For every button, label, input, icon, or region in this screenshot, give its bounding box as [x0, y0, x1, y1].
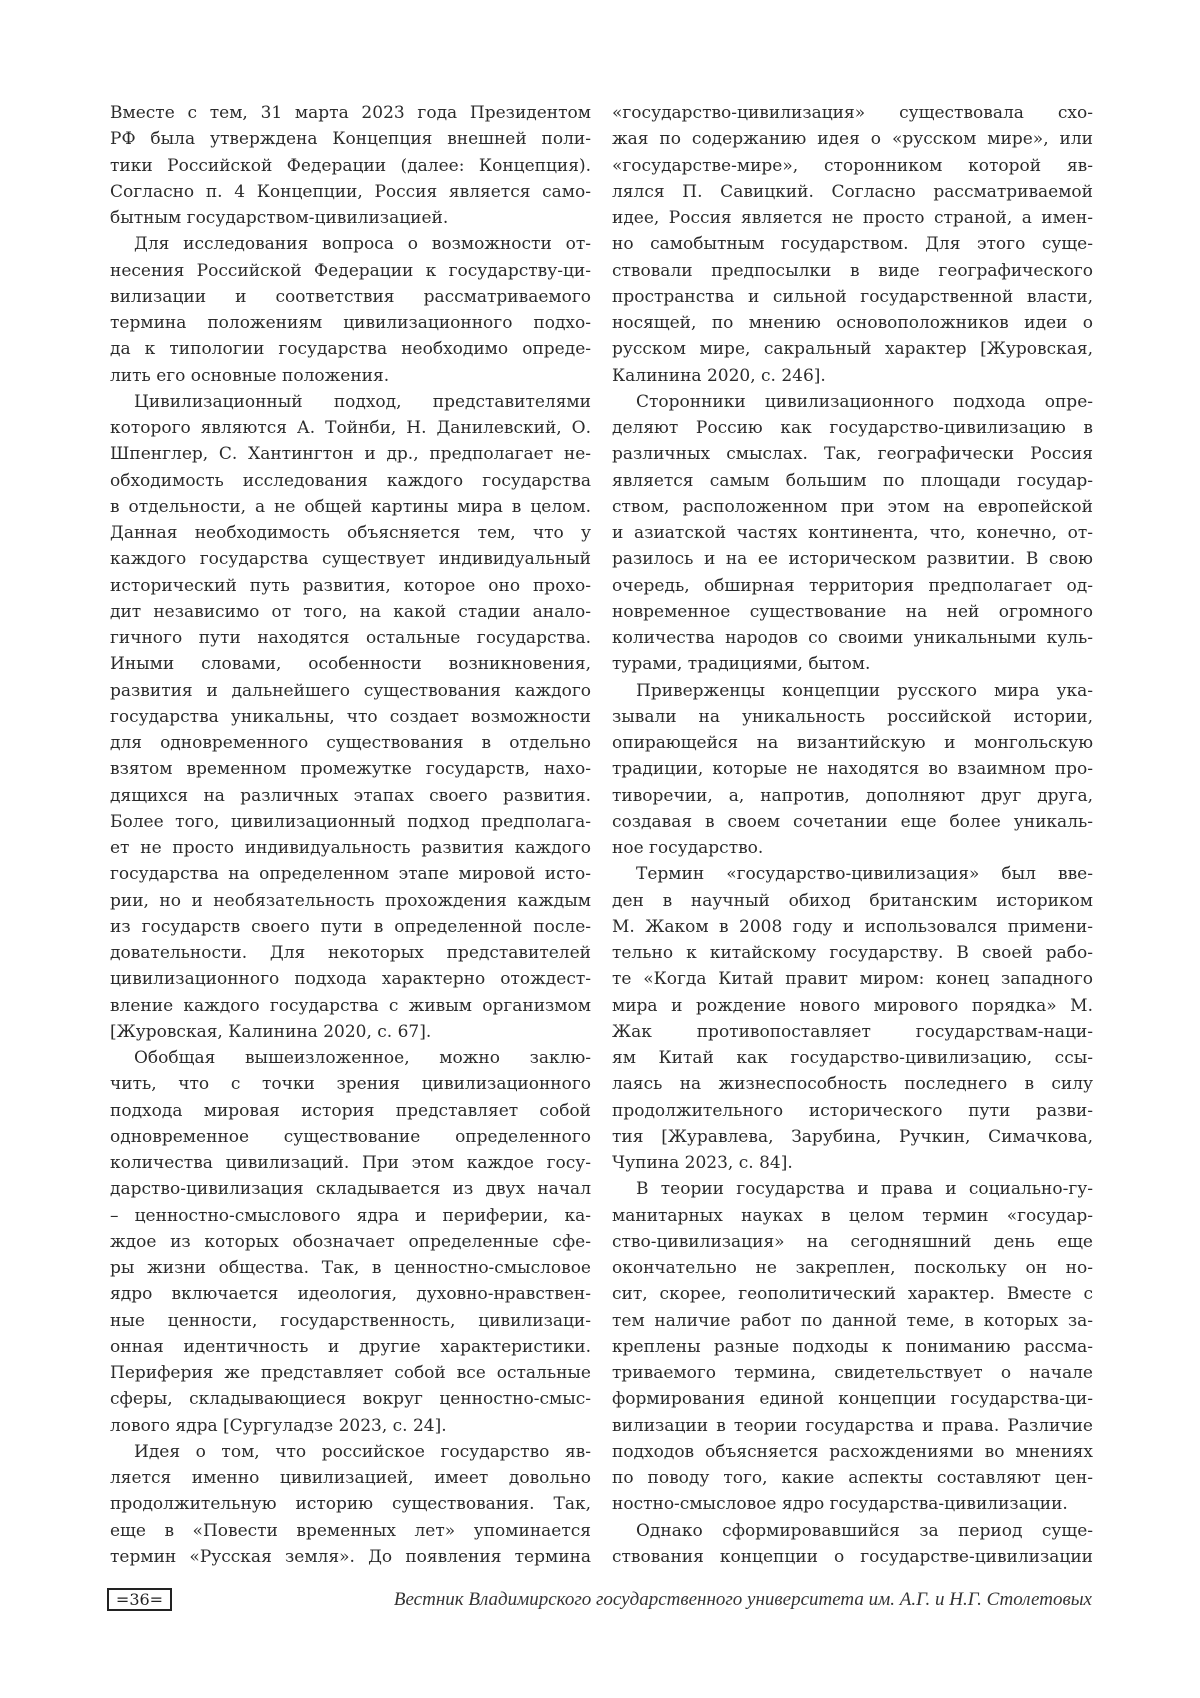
text-line: Чупина 2023, с. 84]. — [612, 1150, 1093, 1176]
text-line: ждое из которых обозначает определенные сфе- — [110, 1229, 591, 1255]
text-line: Для исследования вопроса о возможности от- — [110, 231, 591, 257]
text-line: жая по содержанию идея о «русском мире», или — [612, 126, 1093, 152]
text-line: является самым большим по площади государ- — [612, 468, 1093, 494]
text-line: термина положениям цивилизационного подхо- — [110, 310, 591, 336]
text-line: сферы, складывающиеся вокруг ценностно-смыс- — [110, 1386, 591, 1412]
paragraph — [612, 100, 1093, 389]
text-line: Периферия же представляет собой все остальные — [110, 1360, 591, 1386]
paragraph — [110, 389, 591, 1045]
text-line: ден в научный обиход британским историком — [612, 888, 1093, 914]
text-line: тельно к китайскому государству. В своей рабо- — [612, 940, 1093, 966]
text-line: Идея о том, что российское государство яв- — [110, 1439, 591, 1465]
text-line: продолжительную историю существования. Так, — [110, 1491, 591, 1517]
text-line: подходов объясняется расхождениями во мнениях — [612, 1439, 1093, 1465]
text-line: тиворечии, а, напротив, дополняют друг друга, — [612, 783, 1093, 809]
running-footer-journal-title: Вестник Владимирского государственного университета им. А.Г. и Н.Г. Столетовых — [394, 1589, 1092, 1611]
text-line: Термин «государство-цивилизация» был вве- — [612, 861, 1093, 887]
text-line: Сторонники цивилизационного подхода опре- — [612, 389, 1093, 415]
paragraph — [110, 1439, 591, 1570]
text-line: сит, скорее, геополитический характер. Вместе с — [612, 1281, 1093, 1307]
text-line: бытным государством-цивилизацией. — [110, 205, 591, 231]
text-line: да к типологии государства необходимо опреде- — [110, 336, 591, 362]
text-line: Более того, цивилизационный подход предполага- — [110, 809, 591, 835]
text-line: ям Китай как государство-цивилизацию, ссы- — [612, 1045, 1093, 1071]
text-line: еще в «Повести временных лет» упоминается — [110, 1518, 591, 1544]
text-line: тики Российской Федерации (далее: Концепция). — [110, 153, 591, 179]
text-line: опирающейся на византийскую и монгольскую — [612, 730, 1093, 756]
text-line: формирования единой концепции государства-ци- — [612, 1386, 1093, 1412]
text-line: деляют Россию как государство-цивилизацию в — [612, 415, 1093, 441]
text-line: обходимость исследования каждого государства — [110, 468, 591, 494]
text-line: тия [Журавлева, Зарубина, Ручкин, Симачкова, — [612, 1124, 1093, 1150]
text-line: но самобытным государством. Для этого суще- — [612, 231, 1093, 257]
text-line: очередь, обширная территория предполагает од- — [612, 573, 1093, 599]
text-line: рии, но и необязательность прохождения каждым — [110, 888, 591, 914]
text-line: которого являются А. Тойнби, Н. Данилевский, О. — [110, 415, 591, 441]
text-line: лялся П. Савицкий. Согласно рассматриваемой — [612, 179, 1093, 205]
text-line: развития и дальнейшего существования каждого — [110, 678, 591, 704]
text-line: «государстве-мире», сторонником которой яв- — [612, 153, 1093, 179]
paragraph — [612, 861, 1093, 1176]
text-line: М. Жаком в 2008 году и использовался примени- — [612, 914, 1093, 940]
text-line: Вместе с тем, 31 марта 2023 года Президентом — [110, 100, 591, 126]
text-line: по поводу того, какие аспекты составляют цен- — [612, 1465, 1093, 1491]
text-line: креплены разные подходы к пониманию рассма- — [612, 1334, 1093, 1360]
text-line: ствовали предпосылки в виде географического — [612, 258, 1093, 284]
text-line: исторический путь развития, которое оно прохо- — [110, 573, 591, 599]
text-line: дарство-цивилизация складывается из двух начал — [110, 1176, 591, 1202]
paragraph — [612, 389, 1093, 678]
text-line: дит независимо от того, на какой стадии анало- — [110, 599, 591, 625]
text-line: количества народов со своими уникальными куль- — [612, 625, 1093, 651]
text-line: вилизации и соответствия рассматриваемого — [110, 284, 591, 310]
text-line: цивилизационного подхода характерно отождест- — [110, 966, 591, 992]
text-line: создавая в своем сочетании еще более уникаль- — [612, 809, 1093, 835]
text-line: новременное существование на ней огромного — [612, 599, 1093, 625]
text-line: термин «Русская земля». До появления термина — [110, 1544, 591, 1570]
text-column-right — [612, 100, 1093, 1570]
text-line: вление каждого государства с живым организмом — [110, 993, 591, 1019]
text-line: идее, Россия является не просто страной, а имен- — [612, 205, 1093, 231]
text-line: ные ценности, государственность, цивилизаци- — [110, 1308, 591, 1334]
text-line: пространства и сильной государственной власти, — [612, 284, 1093, 310]
text-line: «государство-цивилизация» существовала схо- — [612, 100, 1093, 126]
page-number: =36= — [107, 1588, 172, 1611]
text-line: тем наличие работ по данной теме, в которых за- — [612, 1308, 1093, 1334]
text-line: ядро включается идеология, духовно-нравствен- — [110, 1281, 591, 1307]
text-line: Приверженцы концепции русского мира ука- — [612, 678, 1093, 704]
text-column-left — [110, 100, 591, 1570]
text-line: [Журовская, Калинина 2020, с. 67]. — [110, 1019, 591, 1045]
text-line: Жак противопоставляет государствам-наци- — [612, 1019, 1093, 1045]
paragraph — [110, 100, 591, 231]
paragraph — [612, 1518, 1093, 1571]
text-line: ры жизни общества. Так, в ценностно-смысловое — [110, 1255, 591, 1281]
paragraph — [612, 678, 1093, 862]
text-line: лить его основные положения. — [110, 363, 591, 389]
text-line: ством, расположенном при этом на европейской — [612, 494, 1093, 520]
text-line: одновременное существование определенного — [110, 1124, 591, 1150]
text-line: онная идентичность и другие характеристики. — [110, 1334, 591, 1360]
text-line: триваемого термина, свидетельствует о начале — [612, 1360, 1093, 1386]
text-line: гичного пути находятся остальные государства. — [110, 625, 591, 651]
text-line: мира и рождение нового мирового порядка» М. — [612, 993, 1093, 1019]
text-line: для одновременного существования в отдельно — [110, 730, 591, 756]
text-line: взятом временном промежутке государств, нахо- — [110, 756, 591, 782]
text-line: те «Когда Китай правит миром: конец западного — [612, 966, 1093, 992]
text-line: носящей, по мнению основоположников идеи о — [612, 310, 1093, 336]
text-line: зывали на уникальность российской истории, — [612, 704, 1093, 730]
text-line: Цивилизационный подход, представителями — [110, 389, 591, 415]
text-line: различных смыслах. Так, географически Россия — [612, 441, 1093, 467]
text-line: Шпенглер, С. Хантингтон и др., предполагает не- — [110, 441, 591, 467]
text-line: ностно-смысловое ядро государства-цивилизации. — [612, 1491, 1093, 1517]
text-line: Обобщая вышеизложенное, можно заклю- — [110, 1045, 591, 1071]
text-line: Данная необходимость объясняется тем, что у — [110, 520, 591, 546]
text-line: В теории государства и права и социально-гу- — [612, 1176, 1093, 1202]
text-line: ет не просто индивидуальность развития каждого — [110, 835, 591, 861]
text-line: продолжительного исторического пути разви- — [612, 1098, 1093, 1124]
text-line: турами, традициями, бытом. — [612, 651, 1093, 677]
paragraph — [110, 1045, 591, 1439]
text-line: ство-цивилизация» на сегодняшний день еще — [612, 1229, 1093, 1255]
text-line: – ценностно-смыслового ядра и периферии, ка- — [110, 1203, 591, 1229]
text-line: окончательно не закреплен, поскольку он но- — [612, 1255, 1093, 1281]
text-line: и азиатской частях континента, что, конечно, от- — [612, 520, 1093, 546]
text-line: лового ядра [Сургуладзе 2023, с. 24]. — [110, 1413, 591, 1439]
text-line: довательности. Для некоторых представителей — [110, 940, 591, 966]
text-line: Иными словами, особенности возникновения, — [110, 651, 591, 677]
text-line: государства уникальны, что создает возможности — [110, 704, 591, 730]
text-line: традиции, которые не находятся во взаимном про- — [612, 756, 1093, 782]
text-line: ное государство. — [612, 835, 1093, 861]
text-line: подхода мировая история представляет собой — [110, 1098, 591, 1124]
text-line: ствования концепции о государстве-цивилизации — [612, 1544, 1093, 1570]
text-line: манитарных науках в целом термин «государ- — [612, 1203, 1093, 1229]
text-line: из государств своего пути в определенной после- — [110, 914, 591, 940]
text-line: количества цивилизаций. При этом каждое госу- — [110, 1150, 591, 1176]
text-line: в отдельности, а не общей картины мира в целом. — [110, 494, 591, 520]
text-line: Согласно п. 4 Концепции, Россия является само- — [110, 179, 591, 205]
text-line: Однако сформировавшийся за период суще- — [612, 1518, 1093, 1544]
text-line: дящихся на различных этапах своего развития. — [110, 783, 591, 809]
text-line: русском мире, сакральный характер [Журовская, — [612, 336, 1093, 362]
text-line: несения Российской Федерации к государству-ци- — [110, 258, 591, 284]
text-line: РФ была утверждена Концепция внешней поли- — [110, 126, 591, 152]
text-line: вилизации в теории государства и права. Различие — [612, 1413, 1093, 1439]
paragraph — [110, 231, 591, 389]
text-line: ляется именно цивилизацией, имеет довольно — [110, 1465, 591, 1491]
text-line: каждого государства существует индивидуальный — [110, 546, 591, 572]
paragraph — [612, 1176, 1093, 1517]
text-line: государства на определенном этапе мировой исто- — [110, 861, 591, 887]
text-line: чить, что с точки зрения цивилизационного — [110, 1071, 591, 1097]
text-line: лаясь на жизнеспособность последнего в силу — [612, 1071, 1093, 1097]
text-line: разилось и на ее историческом развитии. В свою — [612, 546, 1093, 572]
text-line: Калинина 2020, с. 246]. — [612, 363, 1093, 389]
